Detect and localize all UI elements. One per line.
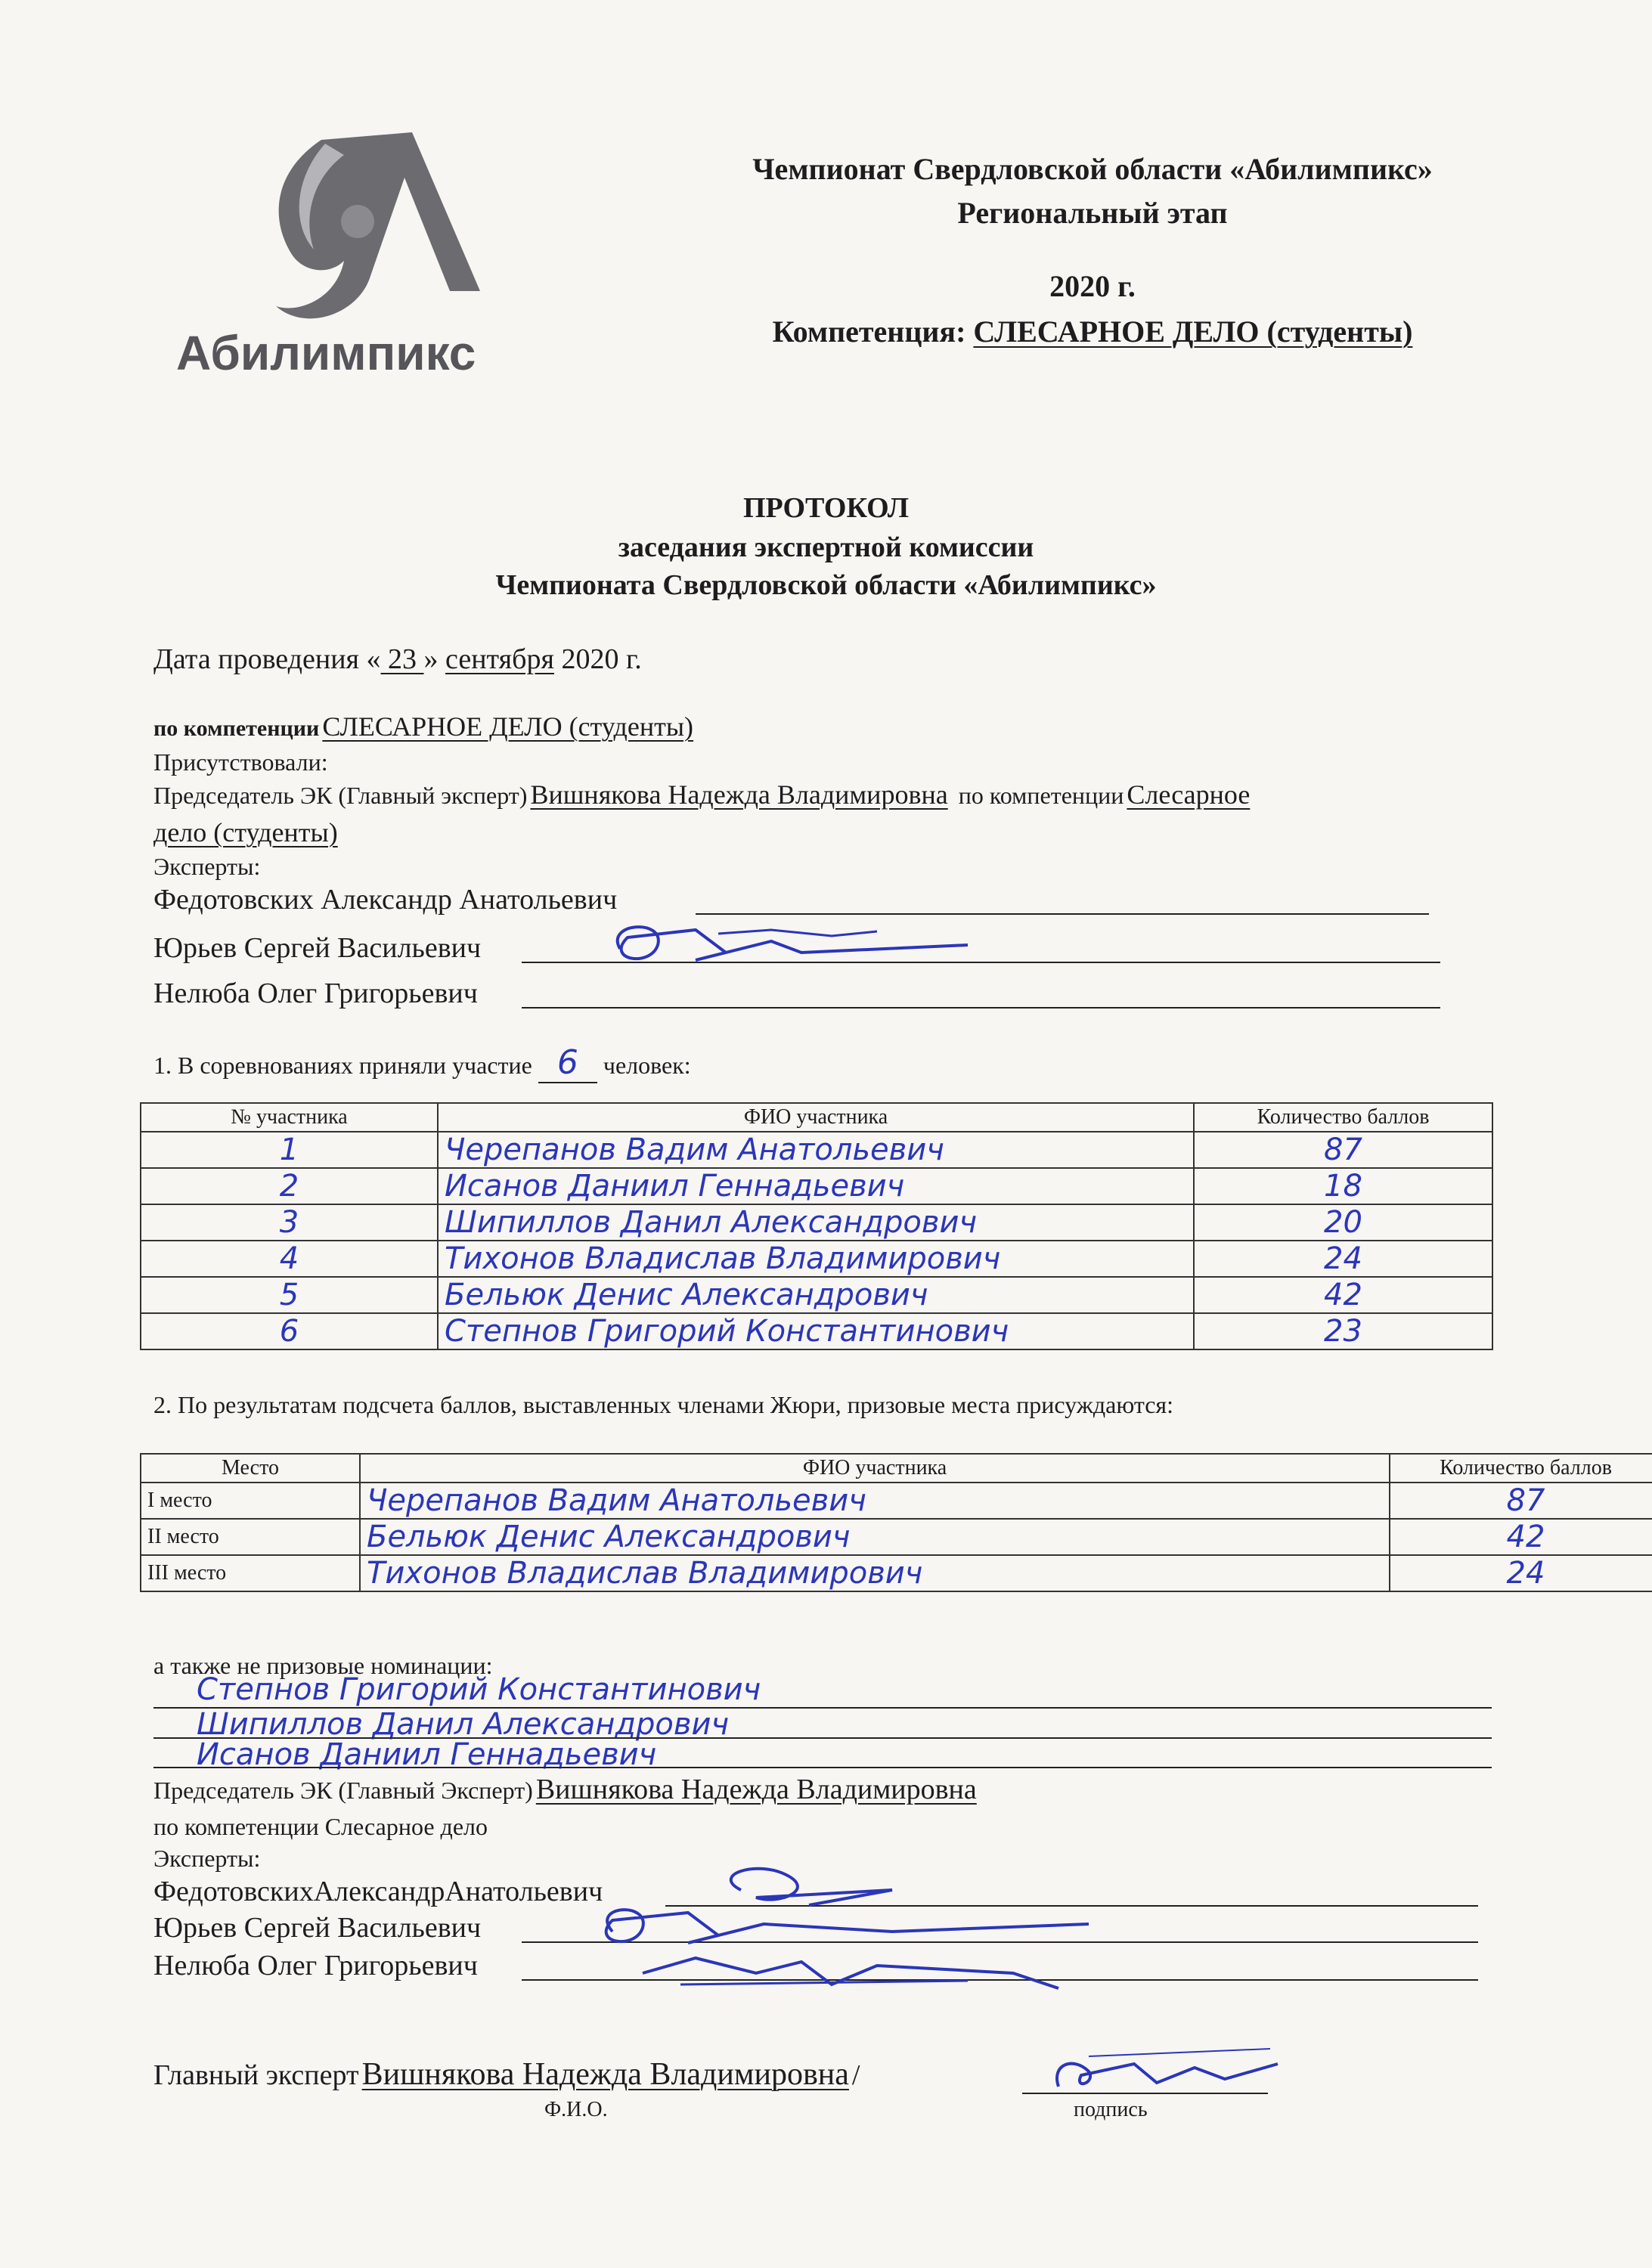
experts-label: Эксперты: — [153, 853, 261, 880]
chair-comp-continued: дело (студенты) — [153, 817, 338, 847]
chair-name: Вишнякова Надежда Владимировна — [530, 779, 948, 810]
footer-chair-name: Вишнякова Надежда Владимировна — [535, 1774, 977, 1805]
expert-2: Юрьев Сергей Васильевич — [153, 932, 482, 964]
nomination-item: Степнов Григорий Константинович — [197, 1672, 761, 1707]
footer-expert-2: Юрьев Сергей Васильевич — [153, 1912, 482, 1944]
header-stage: Региональный этап — [957, 196, 1228, 230]
footer-experts-label: Эксперты: — [153, 1845, 261, 1872]
fio-caption: Ф.И.О. — [544, 2098, 608, 2121]
participants-count: 6 — [538, 1043, 597, 1083]
abilimpiks-logo-icon — [163, 125, 518, 329]
protocol-subtitle-2: Чемпионата Свердловской области «Абилимпикс» — [495, 569, 1157, 601]
col-header-place: Место — [141, 1454, 360, 1483]
logo — [163, 125, 518, 382]
competence-value: СЛЕСАРНОЕ ДЕЛО (студенты) — [973, 314, 1413, 349]
date-line: Дата проведения « 23 » сентября 2020 г. — [153, 643, 642, 675]
date-month: сентября — [445, 643, 554, 675]
footer-chair-line: Председатель ЭК (Главный Эксперт) Вишнякова Надежда Владимировна — [153, 1774, 977, 1805]
nomination-line — [153, 1767, 1492, 1768]
header-year: 2020 г. — [1049, 269, 1136, 303]
date-day: 23 — [380, 643, 424, 675]
chief-expert-line: Главный эксперт Вишнякова Надежда Владимировна / — [153, 2057, 860, 2092]
chair-line: Председатель ЭК (Главный эксперт) Вишнякова Надежда Владимировна по компетенции Слесарное — [153, 779, 1251, 810]
col-header-score: Количество баллов — [1194, 1103, 1492, 1132]
chief-expert-name: Вишнякова Надежда Владимировна — [361, 2057, 849, 2092]
footer-expert-1: ФедотовскихАлександрАнатольевич — [153, 1876, 603, 1907]
expert-3: Нелюба Олег Григорьевич — [153, 978, 478, 1009]
competence-line: по компетенции СЛЕСАРНОЕ ДЕЛО (студенты) — [153, 711, 694, 742]
winners-table — [140, 1453, 1652, 1592]
table-row: 5 Бельюк Денис Александрович 42 — [141, 1277, 1492, 1313]
section1-line: 1. В соревнованиях приняли участие 6 человек: — [153, 1043, 691, 1082]
nomination-item: Исанов Даниил Геннадьевич — [197, 1737, 657, 1772]
logo-text: Абилимпикс — [176, 326, 476, 380]
footer-competence: по компетенции Слесарное дело — [153, 1813, 488, 1840]
nomination-item: Шипиллов Данил Александрович — [197, 1707, 730, 1742]
competence-label: Компетенция: — [772, 314, 966, 349]
nominations-label: а также не призовые номинации: — [153, 1652, 493, 1679]
col-header-score: Количество баллов — [1390, 1454, 1652, 1483]
expert-signature-icon — [575, 915, 998, 975]
col-header-name: ФИО участника — [360, 1454, 1390, 1483]
present-label: Присутствовали: — [153, 748, 328, 776]
section2-text: 2. По результатам подсчета баллов, выставленных членами Жюри, призовые места присуждаются: — [153, 1391, 1174, 1418]
col-header-number: № участника — [141, 1103, 438, 1132]
col-header-name: ФИО участника — [438, 1103, 1194, 1132]
protocol-subtitle: заседания экспертной комиссии — [618, 531, 1034, 563]
table-row: III место Тихонов Владислав Владимирович 24 — [141, 1555, 1652, 1591]
table-row: 1 Черепанов Вадим Анатольевич 87 — [141, 1132, 1492, 1168]
table-row: 2 Исанов Даниил Геннадьевич 18 — [141, 1168, 1492, 1204]
table-row: I место Черепанов Вадим Анатольевич 87 — [141, 1483, 1652, 1519]
header-title: Чемпионат Свердловской области «Абилимпикс» — [752, 152, 1433, 186]
signature-caption: подпись — [1074, 2098, 1148, 2121]
expert-1: Федотовских Александр Анатольевич — [153, 884, 618, 916]
table-row: 4 Тихонов Владислав Владимирович 24 — [141, 1241, 1492, 1277]
header-competence — [590, 314, 1595, 349]
participants-table — [140, 1102, 1493, 1350]
footer-expert-3: Нелюба Олег Григорьевич — [153, 1950, 478, 1981]
footer-signatures-icon — [559, 1860, 1104, 1996]
protocol-title: ПРОТОКОЛ — [742, 492, 910, 524]
table-row: 3 Шипиллов Данил Александрович 20 — [141, 1204, 1492, 1241]
table-row: II место Бельюк Денис Александрович 42 — [141, 1519, 1652, 1555]
expert-3-line — [522, 1007, 1440, 1009]
chief-signature-icon — [1043, 2041, 1293, 2102]
table-row: 6 Степнов Григорий Константинович 23 — [141, 1313, 1492, 1349]
